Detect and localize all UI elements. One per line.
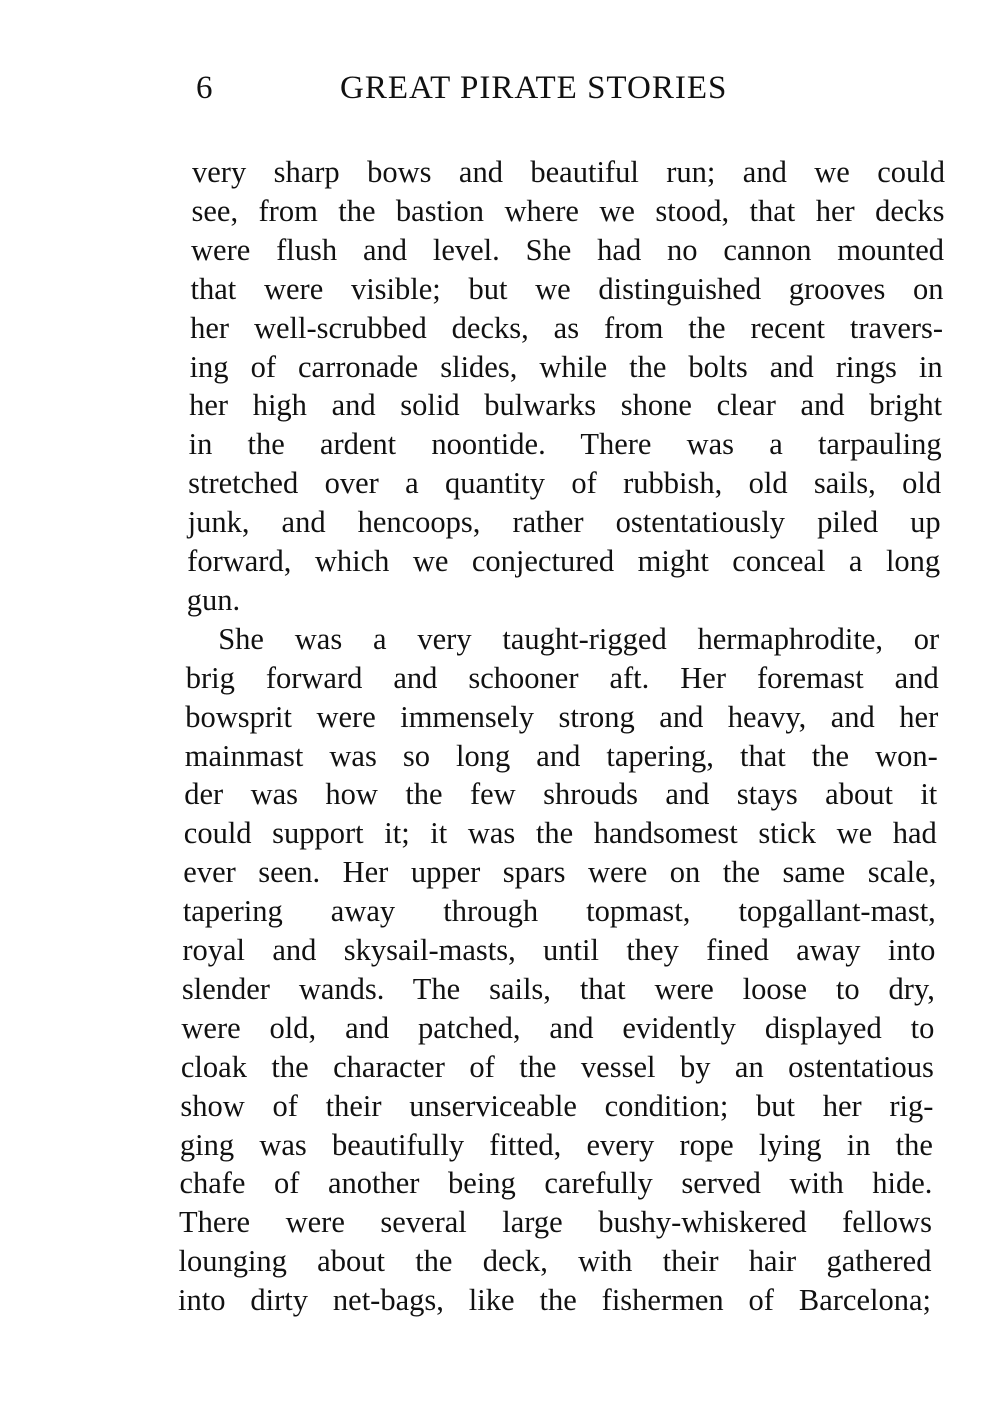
text-line: slender wands. The sails, that were loose to dry, [181, 971, 935, 1006]
text-line: ever seen. Her upper spars were on the same scale, [183, 855, 937, 890]
text-line: ging was beautifully fitted, every rope lying in the [179, 1127, 933, 1162]
text-line: that were visible; but we distinguished grooves on [190, 271, 944, 306]
text-line: chafe of another being carefully served with hide. [179, 1166, 933, 1201]
text-line: her well-scrubbed decks, as from the recent travers- [190, 310, 944, 345]
text-line: were flush and level. She had no cannon mounted [191, 232, 945, 267]
text-line: in the ardent noontide. There was a tarpauling [188, 427, 942, 462]
text-line: see, from the bastion where we stood, that her decks [191, 193, 945, 228]
running-title: GREAT PIRATE STORIES [340, 70, 728, 106]
page-number: 6 [196, 70, 214, 106]
text-line: There were several large bushy-whiskered fellows [178, 1205, 932, 1240]
text-line: into dirty net-bags, like the fishermen of Barcelona; [178, 1283, 931, 1318]
text-line: der was how the few shrouds and stays about it [184, 777, 938, 812]
text-line: gun. [186, 582, 241, 617]
text-line: her high and solid bulwarks shone clear and bright [189, 388, 943, 423]
text-line: mainmast was so long and tapering, that the won- [184, 738, 938, 773]
text-line: show of their unserviceable condition; but her rig- [180, 1088, 934, 1123]
text-line: could support it; it was the handsomest stick we had [183, 816, 937, 851]
text-line: ing of carronade slides, while the bolts and rings in [189, 349, 943, 384]
text-line: junk, and hencoops, rather ostentatiously piled up [187, 505, 941, 540]
text-line: tapering away through topmast, topgallant-mast, [182, 894, 936, 929]
text-line: were old, and patched, and evidently displayed to [181, 1010, 935, 1045]
text-line: stretched over a quantity of rubbish, old sails, old [188, 466, 942, 501]
text-line: very sharp bows and beautiful run; and we could [192, 155, 945, 189]
text-line: lounging about the deck, with their hair gathered [178, 1244, 932, 1279]
text-line: brig forward and schooner aft. Her foremast and [185, 660, 939, 695]
text-line: royal and skysail-masts, until they fined away into [182, 933, 936, 967]
text-line: cloak the character of the vessel by an ostentatious [180, 1049, 934, 1084]
text-line: forward, which we conjectured might conceal a long [187, 544, 941, 578]
text-line: bowsprit were immensely strong and heavy, and her [185, 699, 939, 734]
text-line: She was a very taught-rigged hermaphrodite, or [218, 621, 940, 656]
